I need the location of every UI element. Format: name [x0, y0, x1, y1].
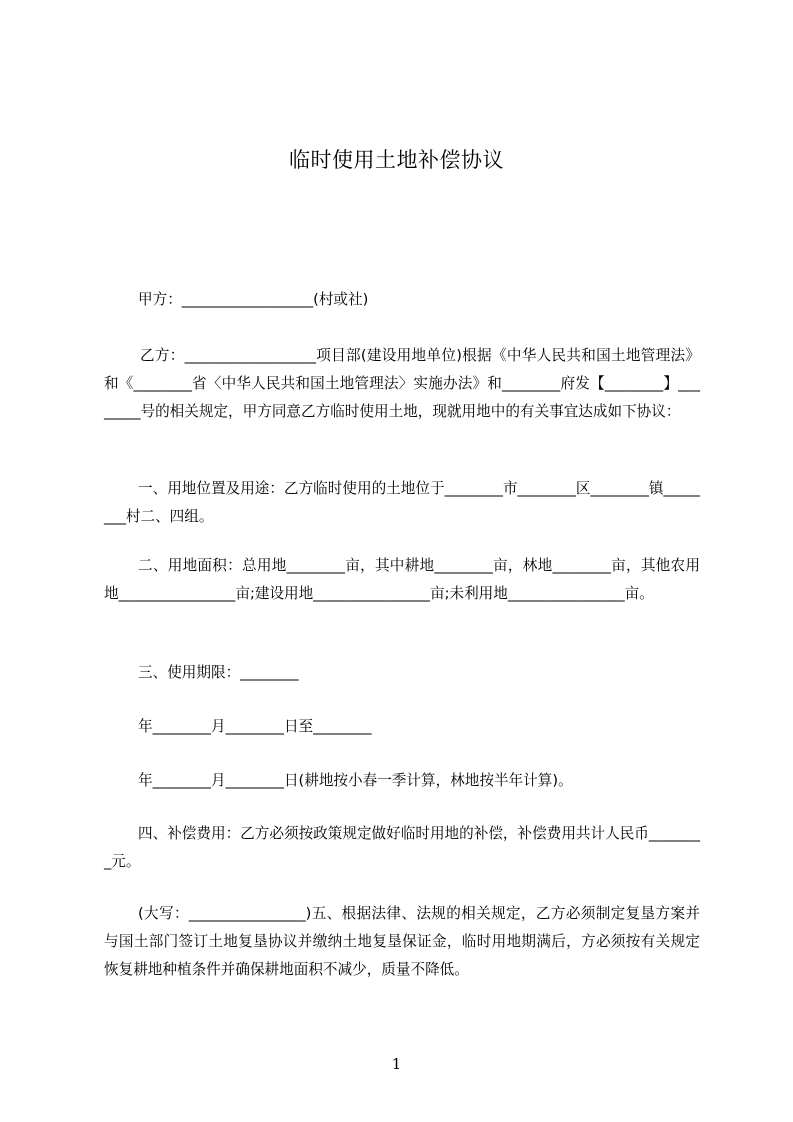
usage-period-end: 年________月________日(耕地按小春一季计算，林地按半年计算)。 [138, 772, 573, 789]
clause-1-land-location: 一、用地位置及用途：乙方临时使用的土地位于________市________区________镇________村二、四组。 [104, 480, 700, 525]
clause-5-reclamation: (大写：________________)五、根据法律、法规的相关规定，乙方必须制定复垦方案并与国土部门签订土地复垦协议并缴纳土地复垦保证金，临时用地期满后，方必须按有关规定恢复耕地种植条件并确保耕地面积不减少，质量不降低。 [104, 905, 700, 978]
clause-3-usage-period: 三、使用期限：________ [138, 664, 299, 681]
page-number: 1 [391, 1055, 402, 1073]
party-b-paragraph: 乙方：__________________项目部(建设用地单位)根据《中华人民共和国土地管理法》和《________省〈中华人民共和国土地管理法〉实施办法》和________府发【________】________号的相关规定，甲方同意乙方临时使用土地，现就用地中的有关事宜达成如下协议： [104, 347, 700, 420]
usage-period-start: 年________月________日至________ [138, 718, 372, 735]
document-title: 临时使用土地补偿协议 [289, 148, 504, 172]
clause-4-compensation: 四、补偿费用：乙方必须按政策规定做好临时用地的补偿，补偿费用共计人民币________元。 [104, 825, 700, 870]
clause-2-land-area: 二、用地面积：总用地________亩，其中耕地________亩，林地________亩，其他农用地________________亩;建设用地________________亩;未利用地________________亩。 [104, 557, 700, 602]
party-a-line: 甲方：__________________(村或社) [138, 291, 369, 308]
